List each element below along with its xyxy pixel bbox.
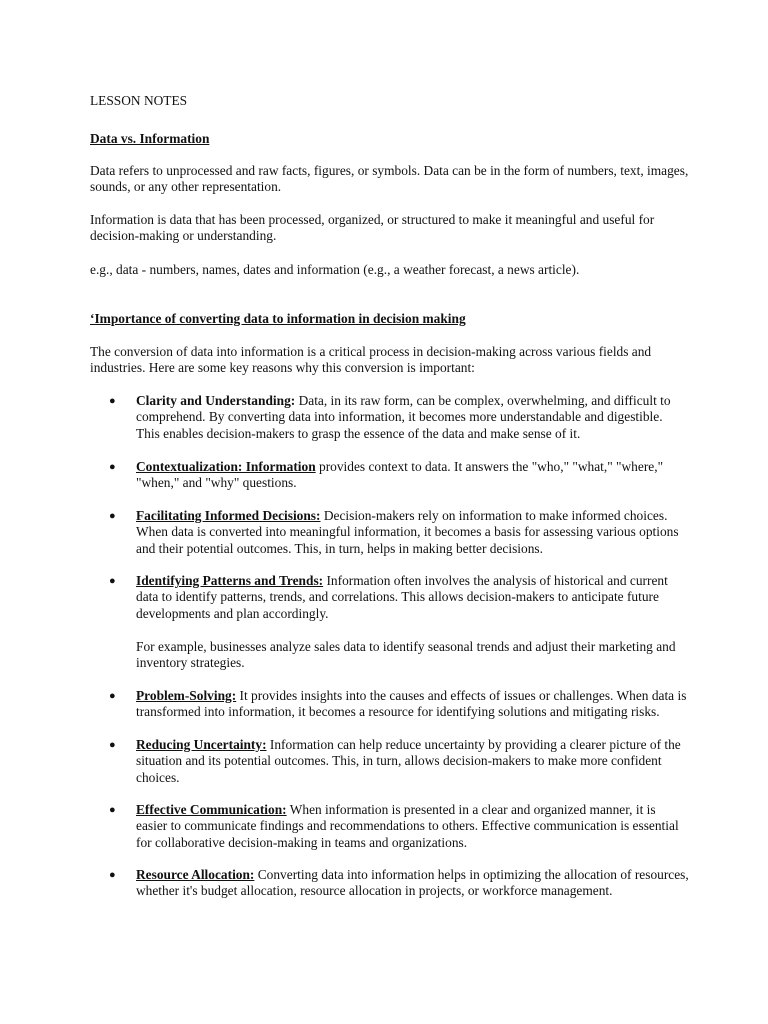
list-item-text: Information can help reduce uncertainty by providing a clearer picture of the situation and its potential outcomes. This, in turn, allows decision-makers to make more confident choices.	[136, 737, 681, 785]
list-item-body	[136, 802, 689, 851]
list-item-term: Clarity and Understanding:	[136, 393, 296, 408]
bullet-icon: ●	[109, 869, 116, 881]
list-item-text: Decision-makers rely on information to make informed choices. When data is converted into meaningful information, it becomes a basis for assessing various options and their potential outcomes. This, in turn, helps in making better decisions.	[136, 508, 679, 556]
list-item-text: When information is presented in a clear and organized manner, it is easier to communicate findings and recommendations to others. Effective communication is essential for collaborative decision-making in teams and organizations.	[136, 802, 679, 850]
list-item-body	[136, 508, 689, 557]
list-item-body	[136, 573, 689, 622]
bullet-icon: ●	[109, 395, 116, 407]
list-item-body	[136, 393, 689, 442]
list-item-text: It provides insights into the causes and effects of issues or challenges. When data is transformed into information, it becomes a resource for identifying solutions and mitigating risks.	[136, 688, 687, 720]
paragraph-example-trends: For example, businesses analyze sales data to identify seasonal trends and adjust their marketing and inventory strategies.	[136, 639, 676, 671]
section-heading-importance: ‘Importance of converting data to information in decision making	[90, 311, 466, 326]
bullet-icon: ●	[109, 804, 116, 816]
bullet-icon: ●	[109, 510, 116, 522]
list-item-body	[136, 737, 689, 786]
paragraph-intro: The conversion of data into information is a critical process in decision-making across various fields and industries. Here are some key reasons why this conversion is important:	[90, 344, 652, 376]
list-item-body	[136, 867, 689, 900]
lesson-title: LESSON NOTES	[90, 93, 188, 108]
list-item-term: Problem-Solving:	[136, 688, 237, 703]
list-item-term: Contextualization: Information	[136, 459, 316, 474]
bullet-icon: ●	[109, 461, 116, 473]
section-heading-data-vs-information: Data vs. Information	[90, 131, 210, 146]
list-item-term: Facilitating Informed Decisions:	[136, 508, 321, 523]
list-item-term: Effective Communication:	[136, 802, 287, 817]
list-item-body	[136, 688, 689, 721]
bullet-icon: ●	[109, 575, 116, 587]
paragraph-information-definition: Information is data that has been processed, organized, or structured to make it meaningful and useful for decision-making or understanding.	[90, 212, 655, 244]
paragraph-data-definition: Data refers to unprocessed and raw facts, figures, or symbols. Data can be in the form of numbers, text, images, sounds, or any other representation.	[90, 163, 689, 195]
list-item-term: Reducing Uncertainty:	[136, 737, 267, 752]
list-item-text: Information often involves the analysis of historical and current data to identify patterns, trends, and correlations. This allows decision-makers to anticipate future developments and plan accordingly.	[136, 573, 668, 621]
list-item-body	[136, 459, 689, 492]
list-item-term: Identifying Patterns and Trends:	[136, 573, 324, 588]
list-item-text: Data, in its raw form, can be complex, overwhelming, and difficult to comprehend. By converting data into information, it becomes more understandable and digestible. This enables decision-makers to grasp the essence of the data and make sense of it.	[136, 393, 671, 441]
bullet-icon: ●	[109, 739, 116, 751]
list-item-text: provides context to data. It answers the "who," "what," "where," "when," and "why" questions.	[136, 459, 664, 491]
list-item-text: Converting data into information helps in optimizing the allocation of resources, whether it's budget allocation, resource allocation in projects, or workforce management.	[136, 867, 689, 899]
list-item-term: Resource Allocation:	[136, 867, 255, 882]
bullet-icon: ●	[109, 690, 116, 702]
paragraph-example: e.g., data - numbers, names, dates and information (e.g., a weather forecast, a news article).	[90, 262, 580, 277]
